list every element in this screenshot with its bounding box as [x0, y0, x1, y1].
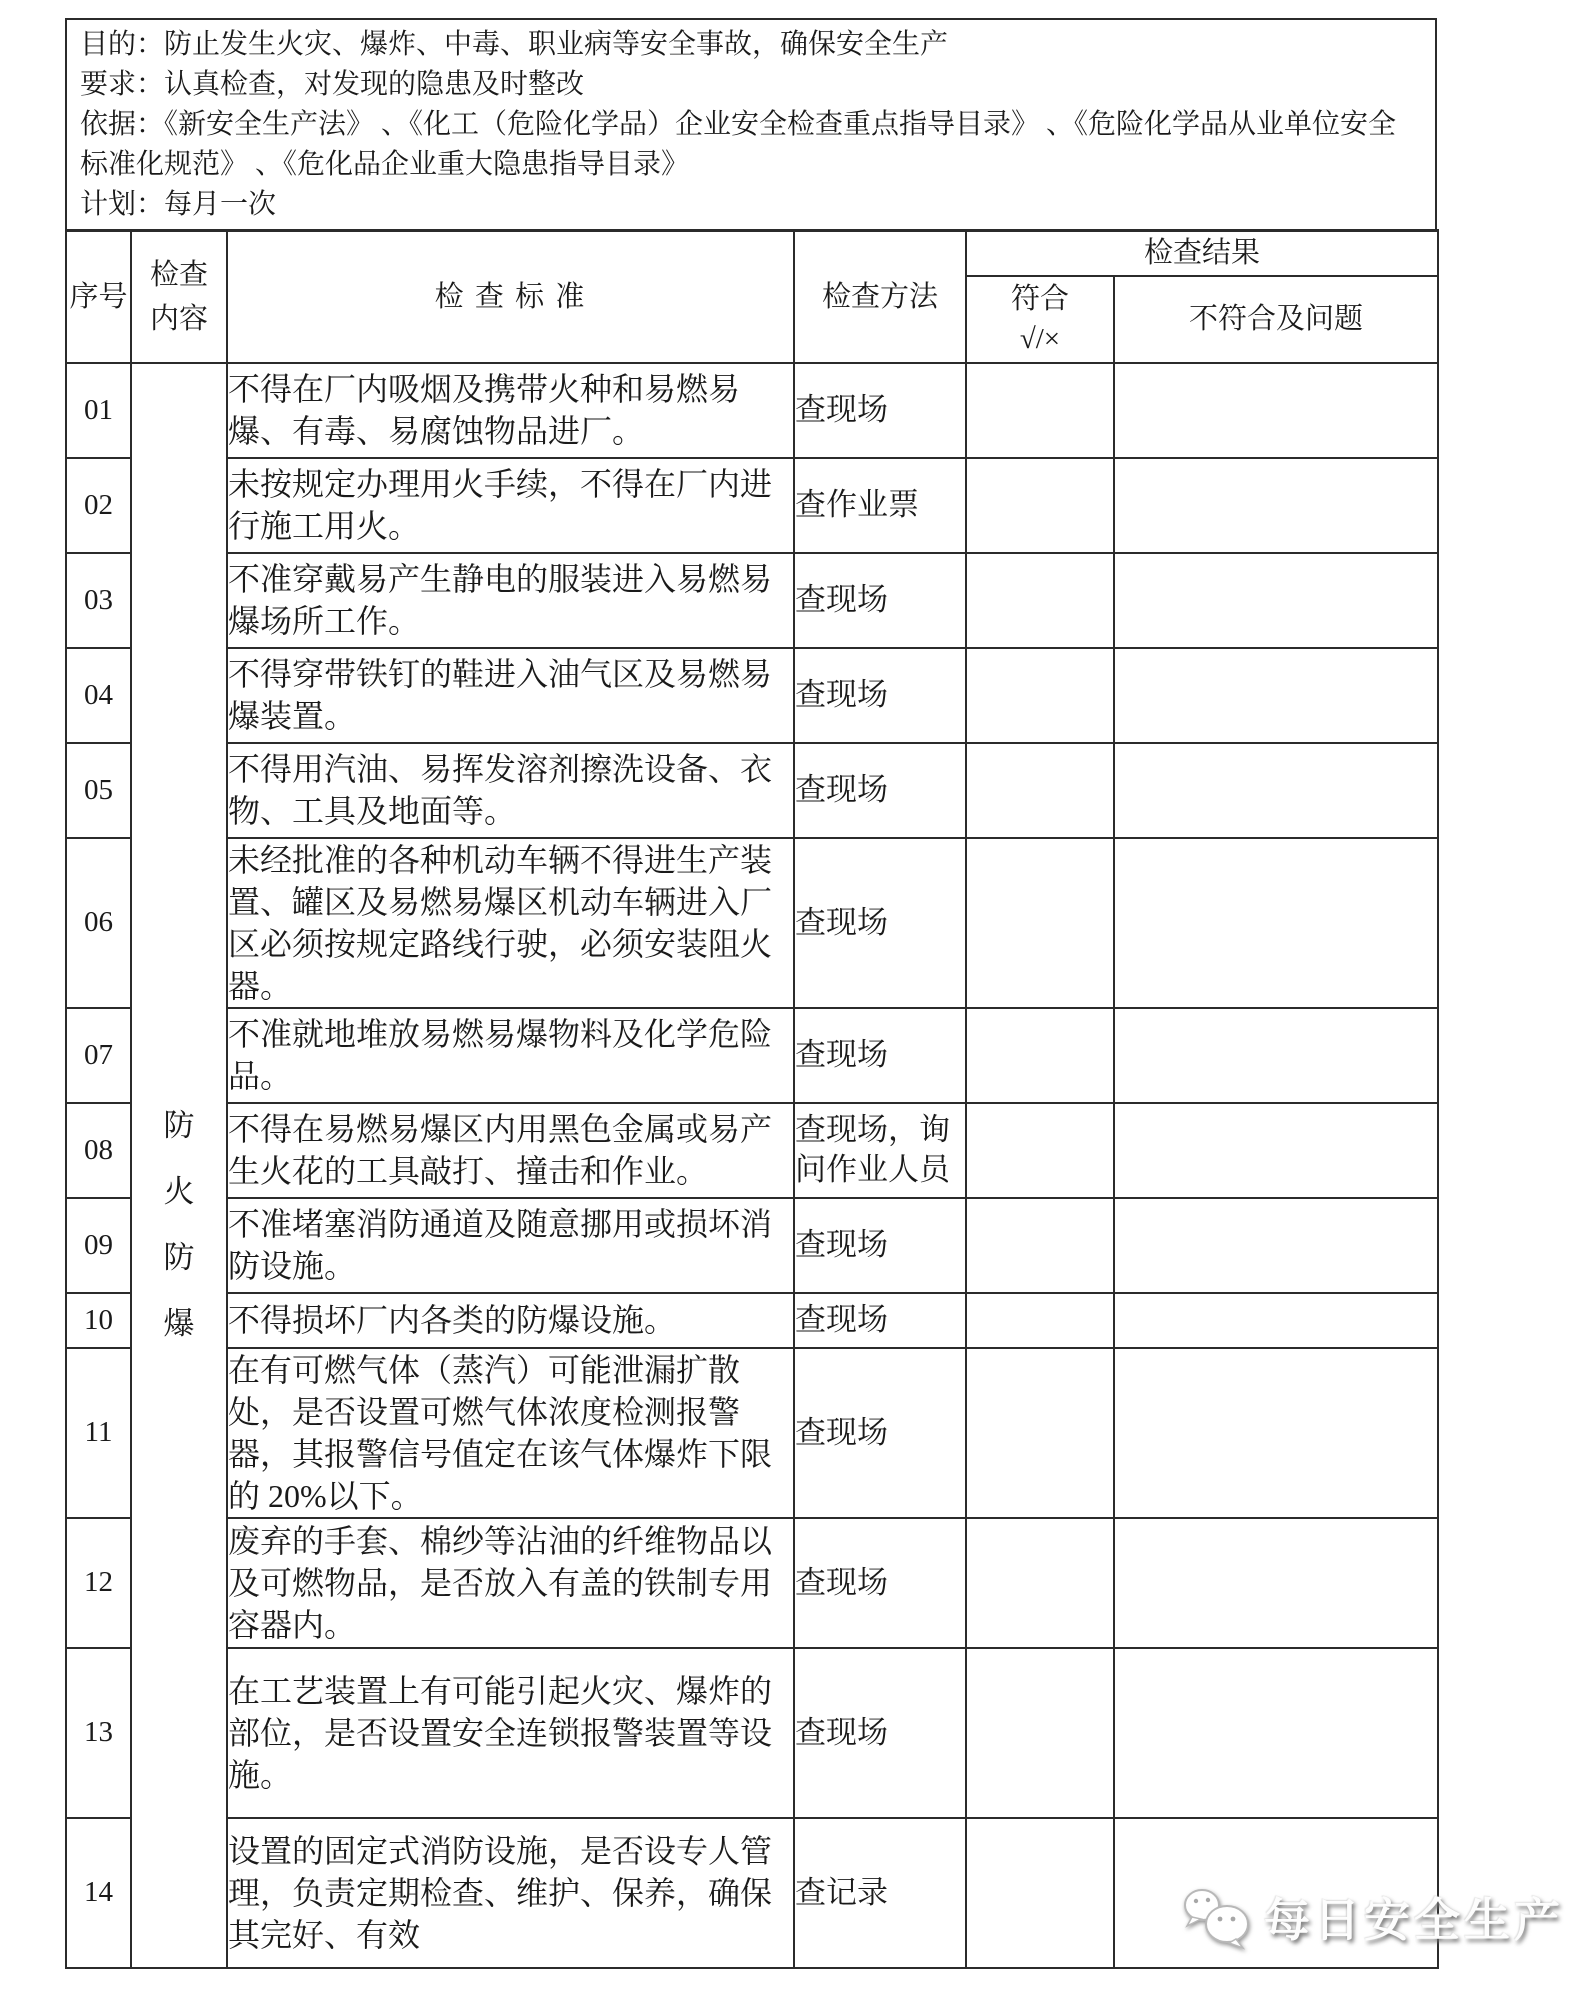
row-number-cell: 05 — [66, 743, 131, 838]
table-header — [66, 231, 1438, 363]
pass-result-cell — [966, 1648, 1114, 1818]
row-number-cell: 11 — [66, 1348, 131, 1518]
standard-cell: 不得在易燃易爆区内用黑色金属或易产生火花的工具敲打、撞击和作业。 — [227, 1103, 794, 1198]
table-row — [66, 553, 1438, 648]
col-pass-header — [966, 276, 1114, 363]
pass-result-cell — [966, 553, 1114, 648]
watermark-text: 每日安全生产 — [1264, 1894, 1564, 1946]
row-number-cell: 08 — [66, 1103, 131, 1198]
method-cell: 查现场 — [794, 1198, 966, 1293]
row-number-cell: 13 — [66, 1648, 131, 1818]
pass-result-cell — [966, 363, 1114, 458]
row-number-cell: 01 — [66, 363, 131, 458]
table-row — [66, 1103, 1438, 1198]
issue-result-cell — [1114, 1348, 1438, 1518]
standard-cell: 在工艺装置上有可能引起火灾、爆炸的部位，是否设置安全连锁报警装置等设施。 — [227, 1648, 794, 1818]
method-cell: 查现场 — [794, 1518, 966, 1648]
method-cell: 查现场 — [794, 1648, 966, 1818]
method-cell: 查现场 — [794, 363, 966, 458]
method-cell: 查记录 — [794, 1818, 966, 1968]
method-cell: 查现场 — [794, 838, 966, 1008]
row-number-cell: 04 — [66, 648, 131, 743]
table-row — [66, 1648, 1438, 1818]
standard-cell: 在有可燃气体（蒸汽）可能泄漏扩散处，是否设置可燃气体浓度检测报警器，其报警信号值定在该气体爆炸下限的 20%以下。 — [227, 1348, 794, 1518]
pass-result-cell — [966, 458, 1114, 553]
issue-result-cell — [1114, 648, 1438, 743]
row-number-cell: 09 — [66, 1198, 131, 1293]
issue-result-cell — [1114, 1008, 1438, 1103]
requirement-line: 要求：认真检查，对发现的隐患及时整改 — [80, 69, 585, 100]
col-content-header: 检查内容 — [131, 231, 227, 363]
issue-result-cell — [1114, 363, 1438, 458]
standard-cell: 设置的固定式消防设施，是否设专人管理，负责定期检查、维护、保养，确保其完好、有效 — [227, 1818, 794, 1968]
issue-result-cell — [1114, 838, 1438, 1008]
pass-result-cell — [966, 743, 1114, 838]
row-number-cell: 07 — [66, 1008, 131, 1103]
table-row — [66, 1348, 1438, 1518]
document-header — [65, 18, 1437, 229]
standard-cell: 不得用汽油、易挥发溶剂擦洗设备、衣物、工具及地面等。 — [227, 743, 794, 838]
method-cell: 查现场 — [794, 648, 966, 743]
issue-result-cell — [1114, 458, 1438, 553]
pass-result-cell — [966, 1518, 1114, 1648]
pass-result-cell — [966, 1293, 1114, 1348]
pass-result-cell — [966, 1818, 1114, 1968]
pass-result-cell — [966, 1198, 1114, 1293]
pass-result-cell — [966, 1348, 1114, 1518]
issue-result-cell — [1114, 1293, 1438, 1348]
standard-cell: 不准堵塞消防通道及随意挪用或损坏消防设施。 — [227, 1198, 794, 1293]
method-cell: 查现场 — [794, 1008, 966, 1103]
row-number-cell: 12 — [66, 1518, 131, 1648]
table-row — [66, 1008, 1438, 1103]
pass-result-cell — [966, 1008, 1114, 1103]
standard-cell: 未经批准的各种机动车辆不得进生产装置、罐区及易燃易爆区机动车辆进入厂区必须按规定路线行驶，必须安装阻火器。 — [227, 838, 794, 1008]
method-cell: 查现场 — [794, 1348, 966, 1518]
table-row — [66, 1818, 1438, 1968]
row-number-cell: 06 — [66, 838, 131, 1008]
basis-line: 依据：《新安全生产法》 、《化工（危险化学品）企业安全检查重点指导目录》 、《危险化学品从业单位安全标准化规范》 、《危化品企业重大隐患指导目录》 — [80, 109, 1397, 180]
standard-cell: 不得损坏厂内各类的防爆设施。 — [227, 1293, 794, 1348]
col-method-header: 检查方法 — [794, 231, 966, 363]
table-row — [66, 648, 1438, 743]
standard-cell: 不准穿戴易产生静电的服装进入易燃易爆场所工作。 — [227, 553, 794, 648]
method-cell: 查现场 — [794, 743, 966, 838]
method-cell: 查作业票 — [794, 458, 966, 553]
method-cell: 查现场 — [794, 553, 966, 648]
col-issue-header: 不符合及问题 — [1114, 276, 1438, 363]
issue-result-cell — [1114, 1198, 1438, 1293]
table-body — [66, 363, 1438, 1968]
table-row — [66, 743, 1438, 838]
issue-result-cell — [1114, 1648, 1438, 1818]
standard-cell: 不准就地堆放易燃易爆物料及化学危险品。 — [227, 1008, 794, 1103]
table-row — [66, 1518, 1438, 1648]
col-result-header: 检查结果 — [966, 231, 1438, 276]
issue-result-cell — [1114, 1818, 1438, 1968]
issue-result-cell — [1114, 1518, 1438, 1648]
table-row — [66, 363, 1438, 458]
standard-cell: 废弃的手套、棉纱等沾油的纤维物品以及可燃物品，是否放入有盖的铁制专用容器内。 — [227, 1518, 794, 1648]
issue-result-cell — [1114, 553, 1438, 648]
pass-result-cell — [966, 648, 1114, 743]
pass-result-cell — [966, 1103, 1114, 1198]
method-cell: 查现场 — [794, 1293, 966, 1348]
col-standard-header: 检 查 标 准 — [227, 231, 794, 363]
table-row — [66, 838, 1438, 1008]
inspection-table — [65, 229, 1439, 1969]
pass-symbols: √/× — [1019, 323, 1061, 355]
table-row — [66, 1198, 1438, 1293]
table-row — [66, 1293, 1438, 1348]
col-serial-header: 序号 — [66, 231, 131, 363]
category-label: 防 火 防 爆 — [163, 1108, 195, 1341]
category-cell — [131, 363, 227, 1968]
standard-cell: 不得穿带铁钉的鞋进入油气区及易燃易爆装置。 — [227, 648, 794, 743]
plan-line: 计划：每月一次 — [80, 189, 277, 220]
issue-result-cell — [1114, 1103, 1438, 1198]
pass-label: 符合 — [1010, 283, 1069, 315]
standard-cell: 未按规定办理用火手续，不得在厂内进行施工用火。 — [227, 458, 794, 553]
issue-result-cell — [1114, 743, 1438, 838]
row-number-cell: 14 — [66, 1818, 131, 1968]
pass-result-cell — [966, 838, 1114, 1008]
standard-cell: 不得在厂内吸烟及携带火种和易燃易爆、有毒、易腐蚀物品进厂。 — [227, 363, 794, 458]
purpose-line: 目的：防止发生火灾、爆炸、中毒、职业病等安全事故，确保安全生产 — [80, 29, 949, 60]
table-row — [66, 458, 1438, 553]
row-number-cell: 03 — [66, 553, 131, 648]
row-number-cell: 02 — [66, 458, 131, 553]
method-cell: 查现场，询问作业人员 — [794, 1103, 966, 1198]
row-number-cell: 10 — [66, 1293, 131, 1348]
